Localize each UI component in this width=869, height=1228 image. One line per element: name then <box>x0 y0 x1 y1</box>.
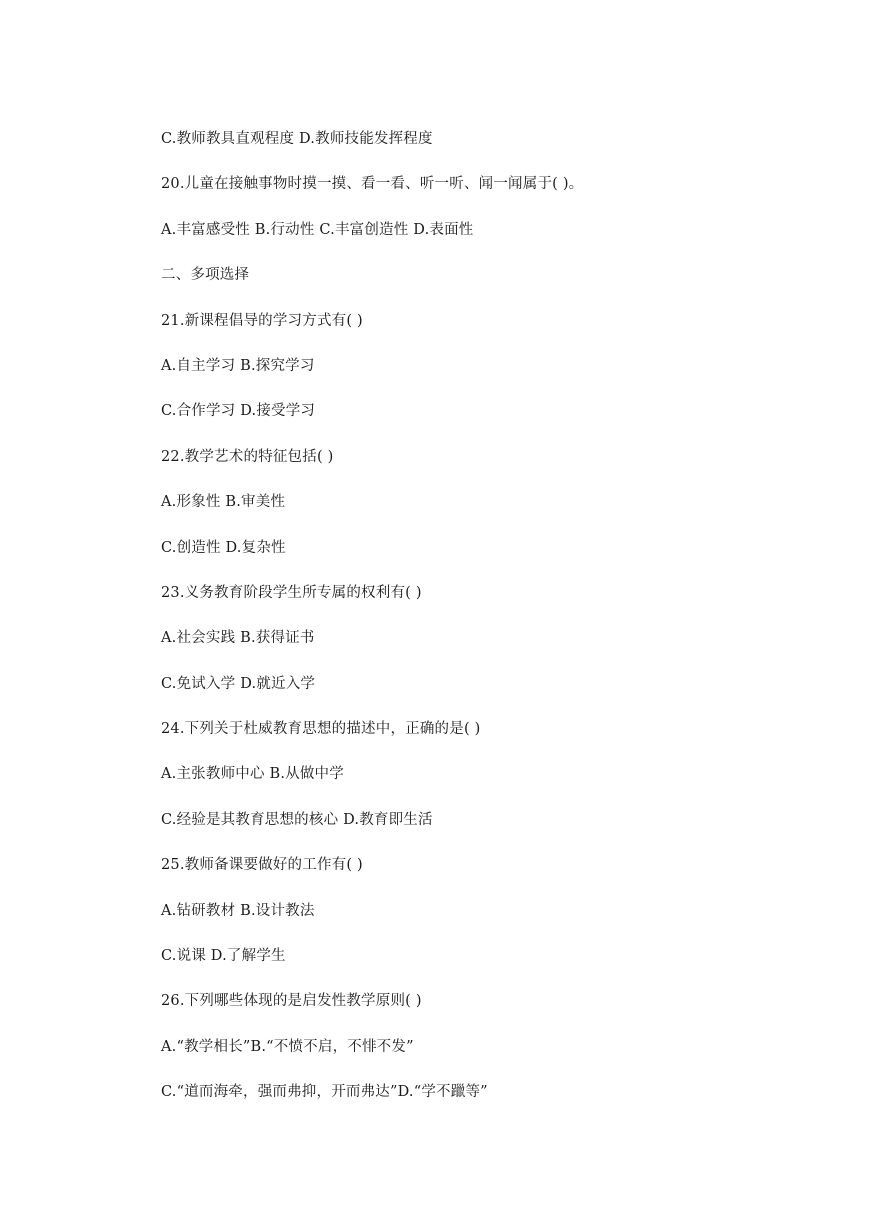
options-22-ab: A.形象性 B.审美性 <box>161 494 286 511</box>
option-line-19cd: C.教师教具直观程度 D.教师技能发挥程度 <box>161 131 433 147</box>
options-21-cd: C.合作学习 D.接受学习 <box>161 403 316 420</box>
document-body <box>161 127 801 1126</box>
options-26-ab: A.“教学相长”B.“不愤不启，不悱不发” <box>161 1038 414 1055</box>
question-20: 20.儿童在接触事物时摸一摸、看一看、听一听、闻一闻属于( )。 <box>161 176 584 193</box>
options-26-cd: C.“道而海牵，强而弗抑，开而弗达”D.“学不躐等” <box>161 1084 488 1101</box>
options-23-ab: A.社会实践 B.获得证书 <box>161 630 315 647</box>
question-25: 25.教师备课要做好的工作有( ) <box>161 857 363 874</box>
options-24-cd: C.经验是其教育思想的核心 D.教育即生活 <box>161 811 433 828</box>
options-25-cd: C.说课 D.了解学生 <box>161 948 286 965</box>
question-23: 23.义务教育阶段学生所专属的权利有( ) <box>161 584 422 601</box>
options-22-cd: C.创造性 D.复杂性 <box>161 539 286 556</box>
question-26: 26.下列哪些体现的是启发性教学原则( ) <box>161 993 422 1010</box>
options-25-ab: A.钻研教材 B.设计教法 <box>161 902 315 919</box>
question-21: 21.新课程倡导的学习方式有( ) <box>161 312 363 329</box>
options-23-cd: C.免试入学 D.就近入学 <box>161 675 316 692</box>
options-20: A.丰富感受性 B.行动性 C.丰富创造性 D.表面性 <box>161 221 474 238</box>
options-21-ab: A.自主学习 B.探究学习 <box>161 357 315 374</box>
question-24: 24.下列关于杜威教育思想的描述中，正确的是( ) <box>161 721 481 738</box>
question-22: 22.教学艺术的特征包括( ) <box>161 448 334 465</box>
section-heading-multiple-choice: 二、多项选择 <box>161 267 250 284</box>
options-24-ab: A.主张教师中心 B.从做中学 <box>161 766 344 783</box>
